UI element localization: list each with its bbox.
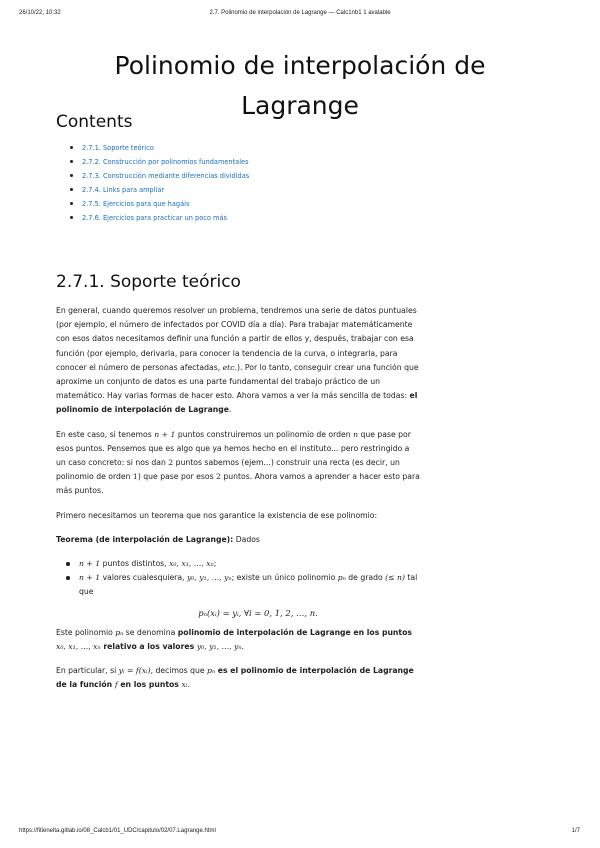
print-datetime: 26/10/22, 10:32 (19, 10, 61, 16)
print-header (0, 10, 600, 22)
bold-term: el polinomio de interpolación de Lagrange (56, 391, 418, 415)
print-url: https://fitienelta.gitlab.io/08_Calcb1/01_UDC/capitulo/02/07.Lagrange.html (19, 828, 216, 834)
toc-link-ejercicios-hagais[interactable]: 2.7.5. Ejercicios para que hagáis (70, 197, 370, 211)
list-item: n + 1 puntos distintos, x₀, x₁, …, xₙ; (56, 557, 420, 571)
paragraph-intro: En general, cuando queremos resolver un problema, tendremos una serie de datos puntuales (por ejemplo, el número de infectados por COVID día a día). Para trabajar matemáticamente con esos datos necesitamos definir una función a partir de ellos y, después, trabajar con esa función (por ejemplo, derivarla, para conocer la tendencia de la curva, o integrarla, para conocer el número de personas afectadas, etc.). Por lo tanto, conseguir crear una función que aproxime un conjunto de datos es una parte fundamental del trabajo práctico de un matemático. Hay varias formas de hacer esto. Ahora vamos a ver la más sencilla de todas: el polinomio de interpolación de Lagrange. (56, 306, 419, 415)
interpolation-equation: pₙ(xᵢ) = yᵢ, ∀i = 0, 1, 2, …, n. (198, 607, 318, 618)
toc-link-soporte[interactable]: 2.7.1. Soporte teórico (70, 141, 370, 155)
toc-link-ejercicios-practicar[interactable]: 2.7.6. Ejercicios para practicar un poco más (70, 211, 370, 225)
theorem-conditions (56, 557, 420, 600)
section-heading: 2.7.1. Soporte teórico (56, 272, 241, 292)
print-page-title: 2.7. Polinomio de interpolación de Lagrange — Calc1nb1 1 avalable (209, 10, 391, 16)
toc-link-diferencias-divididas[interactable]: 2.7.3. Construcción mediante diferencias divididas (70, 169, 370, 183)
paragraph-case: En este caso, si tenemos n + 1 puntos construiremos un polinomio de orden n que pase por esos puntos. Pensemos que es algo que ya hemos hecho en el instituto... pero restringido a un caso concreto: si nos dan 2 puntos sabemos (ejem...) construir una recta (es decir, un polinomio de orden 1) que pase por esos 2 puntos. Ahora vamos a aprender a hacer esto para más puntos. (56, 429, 420, 496)
page-title: Polinomio de interpolación de Lagrange (114, 51, 486, 120)
paragraph-definition: Este polinomio pₙ se denomina polinomio de interpolación de Lagrange en los puntos x₀, x₁, …, xₙ relativo a los valores y₀, y₁, …, yₙ. (56, 627, 412, 652)
paragraph-particular: En particular, si yᵢ = f(xᵢ), decimos que pₙ es el polinomio de interpolación de Lagrange de la función f en los puntos xᵢ. (56, 666, 414, 690)
toc-link-links[interactable]: 2.7.4. Links para ampliar (70, 183, 370, 197)
toc-link-polinomios-fundamentales[interactable]: 2.7.2. Construcción por polinomios fundamentales (70, 155, 370, 169)
print-footer (0, 828, 600, 840)
theorem-statement: Teorema (de interpolación de Lagrange): Dados (56, 534, 260, 544)
section-body (56, 304, 420, 703)
paragraph-theorem-intro: Primero necesitamos un teorema que nos garantice la existencia de ese polinomio: (56, 510, 378, 520)
table-of-contents (70, 141, 370, 225)
contents-heading: Contents (56, 112, 133, 132)
print-page-number: 1/7 (571, 828, 580, 834)
list-item: n + 1 valores cualesquiera, y₀, y₁, …, yₙ; existe un único polinomio pₙ de grado (≤ n) tal que (56, 571, 420, 599)
